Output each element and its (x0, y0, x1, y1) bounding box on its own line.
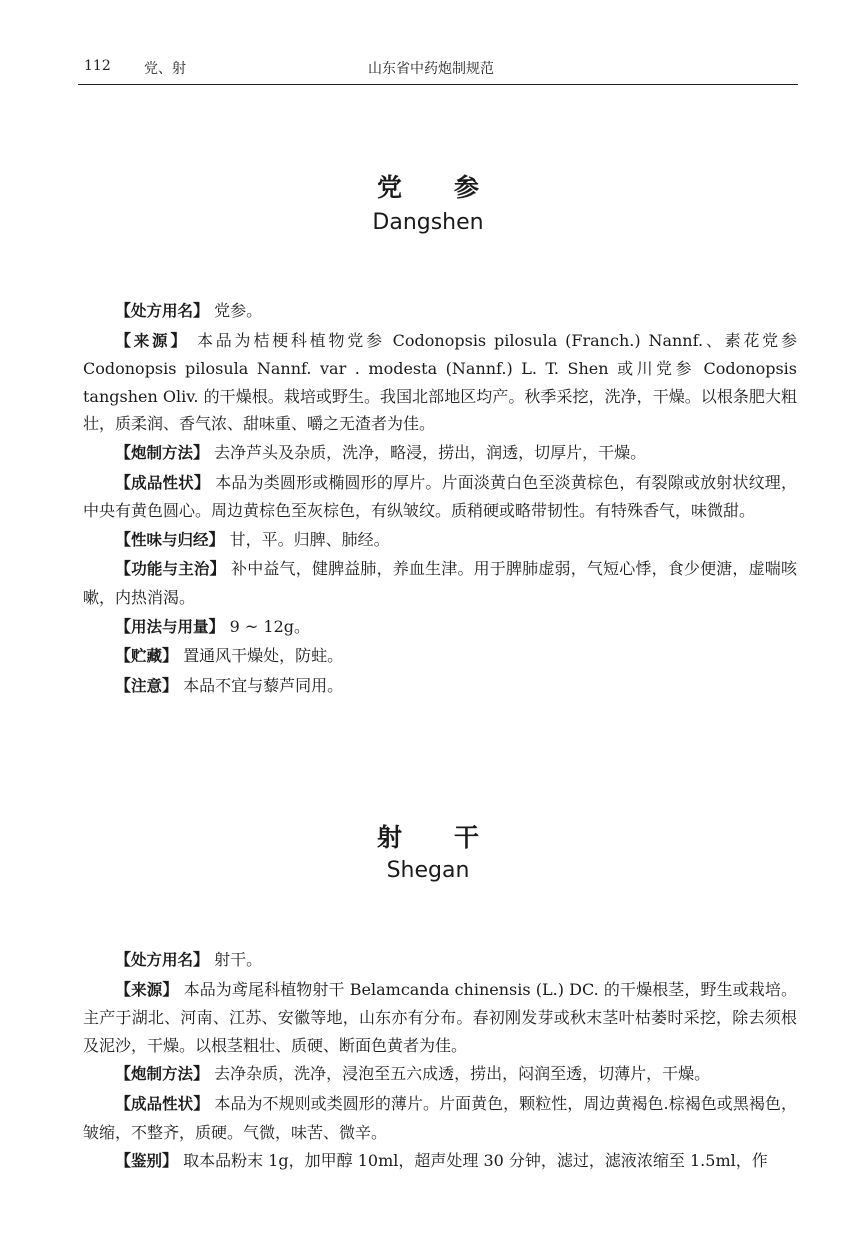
paragraph: 【来源】 本品为鸢尾科植物射干 Belamcanda chinensis (L.) DC. 的干燥根茎，野生或栽培。主产于湖北、河南、江苏、安徽等地，山东亦有分布。春初刚发芽或秋末茎叶枯萎时采挖，除去须根及泥沙，干燥。以根茎粗壮、质硬、断面色黄者为佳。 (83, 979, 797, 1055)
entry-body-shegan (83, 946, 797, 1177)
paragraph-label: 性味与归经 (131, 530, 209, 549)
paragraph-text: 本品为鸢尾科植物射干 Belamcanda chinensis (L.) DC. 的干燥根茎，野生或栽培。主产于湖北、河南、江苏、安徽等地，山东亦有分布。春初刚发芽或秋末茎叶枯萎时采挖，除去须根及泥沙，干燥。以根茎粗壮、质硬、断面色黄者为佳。 (83, 979, 797, 1055)
paragraph: 【功能与主治】 补中益气，健脾益肺，养血生津。用于脾肺虚弱，气短心悸，食少便溏，虚喘咳嗽，内热消渴。 (83, 559, 797, 607)
paragraph-text: 本品不宜与藜芦同用。 (183, 675, 344, 695)
paragraph-text: 本品为不规则或类圆形的薄片。片面黄色，颗粒性，周边黄褐色.棕褐色或黑褐色，皱缩，不整齐，质硬。气微，味苦、微辛。 (83, 1093, 797, 1142)
paragraph-label: 用法与用量 (131, 617, 209, 636)
entry-pinyin-dangshen: Dangshen (372, 210, 484, 235)
paragraph: 【处方用名】 射干。 (115, 950, 263, 969)
paragraph-text: 本品为类圆形或椭圆形的厚片。片面淡黄白色至淡黄棕色，有裂隙或放射状纹理，中央有黄色圆心。周边黄棕色至灰棕色，有纵皱纹。质稍硬或略带韧性。有特殊香气，味微甜。 (83, 472, 797, 521)
entry-title-dangshen: 党参 (376, 173, 531, 202)
paragraph-text: 9 ~ 12g。 (229, 616, 311, 636)
paragraph-text: 去净芦头及杂质，洗净，略浸，捞出，润透，切厚片，干燥。 (214, 442, 647, 462)
page-number: 112 (84, 58, 111, 74)
paragraph-label: 鉴别 (131, 1152, 163, 1171)
paragraph: 【炮制方法】 去净芦头及杂质，洗净，略浸，捞出，润透，切厚片，干燥。 (115, 442, 647, 462)
paragraph: 【处方用名】 党参。 (115, 301, 263, 320)
paragraph: 【贮藏】 置通风干燥处，防蛀。 (115, 646, 344, 666)
paragraph-label: 功能与主治 (131, 560, 210, 579)
paragraph-text: 党参。 (214, 301, 263, 320)
paragraph: 【用法与用量】 9 ~ 12g。 (115, 616, 311, 636)
paragraph-label: 成品性状 (131, 473, 194, 492)
paragraph-text: 置通风干燥处，防蛀。 (183, 646, 344, 666)
paragraph-label: 处方用名 (131, 302, 194, 320)
paragraph: 【性味与归经】 甘，平。归脾、肺经。 (115, 529, 390, 549)
entry-pinyin-shegan: Shegan (386, 858, 470, 883)
paragraph-label: 处方用名 (131, 951, 194, 969)
paragraph-label: 炮制方法 (131, 1065, 194, 1084)
entry-title-shegan: 射干 (376, 823, 531, 852)
paragraph-text: 取本品粉末 1g，加甲醇 10ml，超声处理 30 分钟，滤过，滤液浓缩至 1.5ml，作 (183, 1151, 768, 1171)
book-title: 山东省中药炮制规范 (368, 61, 494, 77)
paragraph-label: 贮藏 (131, 647, 163, 666)
entry-body-dangshen (83, 297, 797, 701)
paragraph-label: 成品性状 (131, 1094, 194, 1113)
paragraph-label: 注意 (131, 676, 163, 695)
paragraph-text: 甘，平。归脾、肺经。 (229, 529, 390, 549)
paragraph: 【炮制方法】 去净杂质，洗净，浸泡至五六成透，捞出，闷润至透，切薄片，干燥。 (115, 1064, 711, 1084)
paragraph-label: 来源 (131, 980, 163, 999)
paragraph-text: 射干。 (214, 950, 263, 969)
paragraph-label: 来源 (133, 331, 171, 350)
running-head (78, 52, 798, 85)
section-marker: 党、射 (144, 61, 186, 77)
paragraph-text: 去净杂质，洗净，浸泡至五六成透，捞出，闷润至透，切薄片，干燥。 (214, 1064, 711, 1084)
paragraph: 【注意】 本品不宜与藜芦同用。 (115, 675, 344, 695)
paragraph: 【成品性状】 本品为类圆形或椭圆形的厚片。片面淡黄白色至淡黄棕色，有裂隙或放射状纹理，中央有黄色圆心。周边黄棕色至灰棕色，有纵皱纹。质稍硬或略带韧性。有特殊香气，味微甜。 (83, 472, 797, 521)
paragraph-label: 炮制方法 (131, 443, 194, 462)
paragraph: 【鉴别】 取本品粉末 1g，加甲醇 10ml，超声处理 30 分钟，滤过，滤液浓缩至 1.5ml，作 (115, 1151, 768, 1171)
paragraph: 【成品性状】 本品为不规则或类圆形的薄片。片面黄色，颗粒性，周边黄褐色.棕褐色或黑褐色，皱缩，不整齐，质硬。气微，味苦、微辛。 (83, 1093, 797, 1142)
paragraph: 【来源】 本品为桔梗科植物党参 Codonopsis pilosula (Franch.) Nannf.、素花党参 Codonopsis pilosula Nannf. var . modesta (Nannf.) L. T. Shen 或川党参 Codonopsis tangshen Oliv. 的干燥根。栽培或野生。我国北部地区均产。秋季采挖，洗净，干燥。以根条肥大粗壮，质柔润、香气浓、甜味重、嚼之无渣者为佳。 (83, 330, 797, 434)
paragraph-text: 补中益气，健脾益肺，养血生津。用于脾肺虚弱，气短心悸，食少便溏，虚喘咳嗽，内热消渴。 (83, 559, 797, 607)
paragraph-text: 本品为桔梗科植物党参 Codonopsis pilosula (Franch.) Nannf.、素花党参 Codonopsis pilosula Nannf. var . modesta (Nannf.) L. T. Shen 或川党参 Codonopsis tangshen Oliv. 的干燥根。栽培或野生。我国北部地区均产。秋季采挖，洗净，干燥。以根条肥大粗壮，质柔润、香气浓、甜味重、嚼之无渣者为佳。 (83, 330, 797, 434)
